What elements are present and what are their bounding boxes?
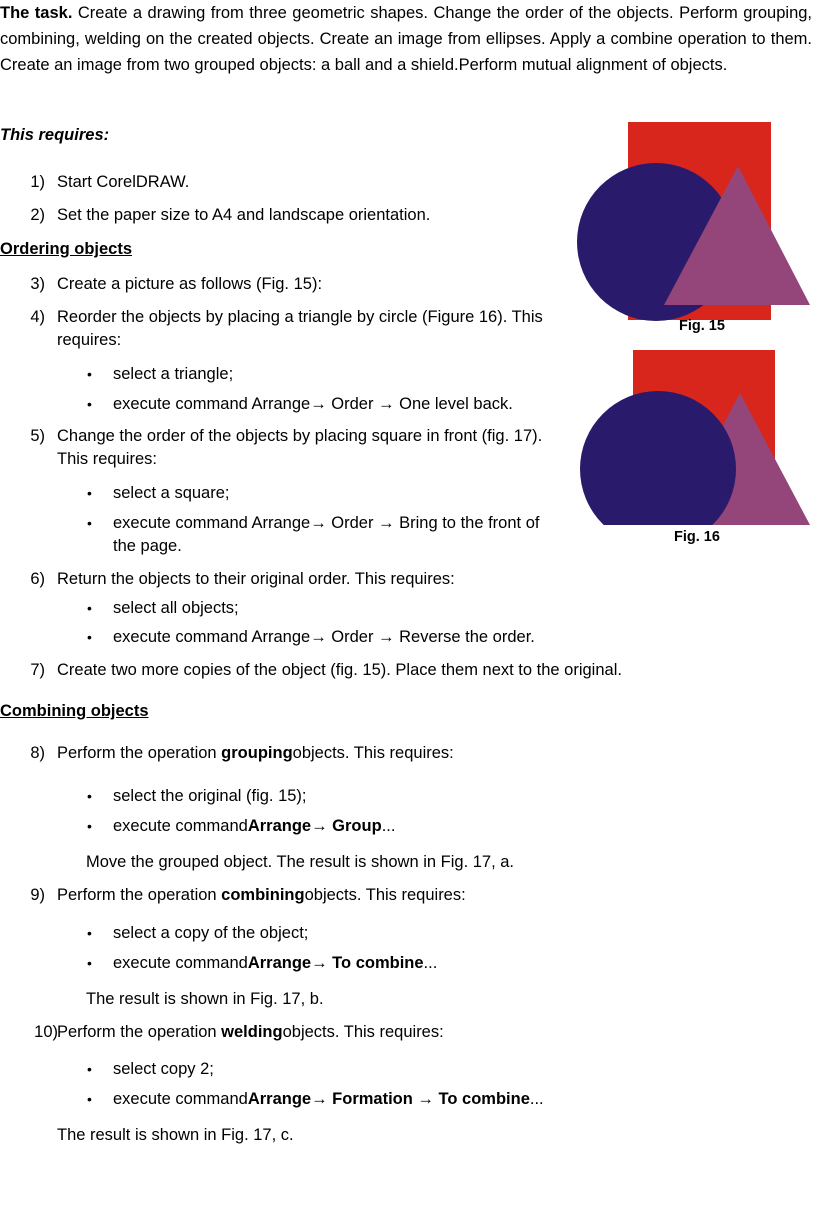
step-4-bullet-1: select a triangle; <box>113 365 234 383</box>
step-4-number: 4) <box>30 308 45 326</box>
step-7-text: Create two more copies of the object (fig. 15). Place them next to the original. <box>57 661 622 679</box>
step-10-bullet-2: execute commandArrange→ Formation → To combine... <box>113 1090 544 1108</box>
step-4-line2: requires: <box>57 331 122 349</box>
step-6-number: 6) <box>30 570 45 588</box>
step-8-number: 8) <box>30 744 45 762</box>
bullet-5-1: • <box>87 485 92 501</box>
bullet-5-2: • <box>87 515 92 531</box>
step-5-number: 5) <box>30 427 45 445</box>
step-4-bullet-2: execute command Arrange→ Order → One level back. <box>113 395 513 413</box>
figure-16 <box>570 345 816 527</box>
bullet-8-2: • <box>87 818 92 834</box>
bullet-4-1: • <box>87 366 92 382</box>
figure-15 <box>570 118 816 323</box>
step-2-text: Set the paper size to A4 and landscape orientation. <box>57 206 431 224</box>
bullet-10-1: • <box>87 1061 92 1077</box>
step-5-bullet-2-line2: the page. <box>113 537 182 555</box>
step-10-text: Perform the operation weldingobjects. This requires: <box>57 1023 444 1041</box>
step-5-line1: Change the order of the objects by placing square in front (fig. 17). <box>57 427 543 445</box>
step-3-number: 3) <box>30 275 45 293</box>
requires-heading: This requires: <box>0 126 110 144</box>
step-10-bullet-1: select copy 2; <box>113 1060 214 1078</box>
step-7-number: 7) <box>30 661 45 679</box>
step-8-result: Move the grouped object. The result is shown in Fig. 17, a. <box>86 853 515 871</box>
step-5-line2: This requires: <box>57 450 157 468</box>
step-9-bullet-2: execute commandArrange→ To combine... <box>113 954 438 972</box>
step-1-number: 1) <box>30 173 45 191</box>
bullet-9-2: • <box>87 955 92 971</box>
bullet-8-1: • <box>87 788 92 804</box>
task-text: Create a drawing from three geometric shapes. Change the order of the objects. Perform grouping, combining, welding on the created objects. Create an image from ellipses. Apply a combine operation to them. Create an image from two grouped objects: a ball and a shield.Perform mutual alignment of objects. <box>0 4 813 74</box>
step-9-bullet-1: select a copy of the object; <box>113 924 309 942</box>
step-9-number: 9) <box>30 886 45 904</box>
step-2-number: 2) <box>30 206 45 224</box>
bullet-6-1: • <box>87 600 92 616</box>
bullet-10-2: • <box>87 1091 92 1107</box>
bullet-9-1: • <box>87 925 92 941</box>
step-6-bullet-2: execute command Arrange→ Order → Reverse the order. <box>113 628 535 646</box>
step-8-bullet-2: execute commandArrange→ Group... <box>113 817 396 835</box>
step-8-text: Perform the operation groupingobjects. This requires: <box>57 744 454 762</box>
step-3-text: Create a picture as follows (Fig. 15): <box>57 275 323 293</box>
step-5-bullet-2-line1: execute command Arrange→ Order → Bring to the front of <box>113 514 540 532</box>
bullet-6-2: • <box>87 629 92 645</box>
ordering-heading: Ordering objects <box>0 240 133 258</box>
step-5-bullet-1: select a square; <box>113 484 230 502</box>
step-8-bullet-1: select the original (fig. 15); <box>113 787 307 805</box>
bullet-4-2: • <box>87 396 92 412</box>
fig16-caption: Fig. 16 <box>674 529 720 545</box>
combining-heading: Combining objects <box>0 702 149 720</box>
fig15-caption: Fig. 15 <box>679 318 725 334</box>
step-6-text: Return the objects to their original order. This requires: <box>57 570 455 588</box>
task-lead: The task. <box>0 4 73 22</box>
step-1-text: Start CorelDRAW. <box>57 173 190 191</box>
step-10-number: 10) <box>34 1023 58 1041</box>
step-9-result: The result is shown in Fig. 17, b. <box>86 990 324 1008</box>
step-6-bullet-1: select all objects; <box>113 599 239 617</box>
step-9-text: Perform the operation combiningobjects. This requires: <box>57 886 466 904</box>
step-10-result: The result is shown in Fig. 17, c. <box>57 1126 294 1144</box>
task-paragraph <box>0 0 812 78</box>
step-4-line1: Reorder the objects by placing a triangle by circle (Figure 16). This <box>57 308 543 326</box>
